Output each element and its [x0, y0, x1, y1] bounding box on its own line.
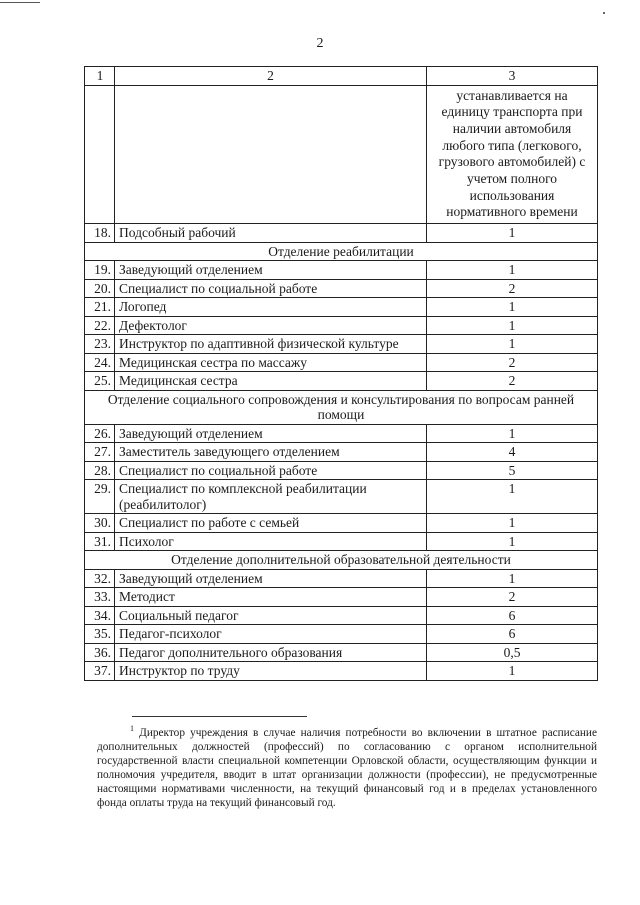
position-name: Инструктор по труду	[115, 662, 427, 681]
position-name: Специалист по работе с семьей	[115, 514, 427, 533]
column-header-3: 3	[427, 67, 598, 86]
section-title: Отделение социального сопровождения и консультирования по вопросам ранней помощи	[85, 390, 598, 424]
table-row	[85, 514, 598, 533]
column-header-row	[85, 67, 598, 86]
table-row	[85, 298, 598, 317]
row-number: 28.	[85, 461, 115, 480]
row-number: 25.	[85, 372, 115, 391]
row-number: 27.	[85, 443, 115, 462]
table-row	[85, 424, 598, 443]
staff-quantity: 5	[427, 461, 598, 480]
footnote-text: Директор учреждения в случае наличия потребности во включении в штатное расписание дополнительных должностей (профессий) по согласованию с органом исполнительной государственной власти специальной компетенции Орловской области, осуществляющим функции и полномочия учредителя, вводит в штат организации должности (профессии), не предусмотренные настоящими нормативами численности, на текущий финансовый год и в пределах установленного фонда оплаты труда на текущий финансовый год.	[97, 727, 597, 809]
row-number: 19.	[85, 261, 115, 280]
staff-quantity: 4	[427, 443, 598, 462]
continuation-row	[85, 85, 598, 224]
row-number: 35.	[85, 625, 115, 644]
row-number: 30.	[85, 514, 115, 533]
table-row	[85, 261, 598, 280]
staff-quantity: 2	[427, 353, 598, 372]
table-row	[85, 588, 598, 607]
position-name: Педагог дополнительного образования	[115, 643, 427, 662]
footnote-separator	[132, 716, 307, 717]
continuation-num-cell	[85, 85, 115, 224]
row-number: 34.	[85, 606, 115, 625]
row-number: 32.	[85, 569, 115, 588]
staff-quantity: 2	[427, 279, 598, 298]
staff-quantity: 6	[427, 606, 598, 625]
row-number: 37.	[85, 662, 115, 681]
table-row	[85, 532, 598, 551]
position-name: Педагог-психолог	[115, 625, 427, 644]
position-name: Подсобный рабочий	[115, 224, 427, 243]
table-row	[85, 279, 598, 298]
section-title: Отделение реабилитации	[85, 242, 598, 261]
staff-quantity: 1	[427, 335, 598, 354]
staff-quantity: 1	[427, 316, 598, 335]
staff-quantity: 0,5	[427, 643, 598, 662]
row-number: 24.	[85, 353, 115, 372]
position-name: Специалист по социальной работе	[115, 279, 427, 298]
row-number: 29.	[85, 480, 115, 514]
position-name: Методист	[115, 588, 427, 607]
staff-quantity: 1	[427, 532, 598, 551]
row-number: 26.	[85, 424, 115, 443]
staff-quantity: 2	[427, 588, 598, 607]
section-header-row	[85, 242, 598, 261]
staff-quantity: 6	[427, 625, 598, 644]
staff-quantity: 1	[427, 480, 598, 514]
table-row	[85, 461, 598, 480]
staffing-table	[84, 66, 598, 681]
position-name: Заведующий отделением	[115, 261, 427, 280]
row-number: 31.	[85, 532, 115, 551]
row-number: 18.	[85, 224, 115, 243]
position-name: Специалист по комплексной реабилитации (реабилитолог)	[115, 480, 427, 514]
table-row	[85, 224, 598, 243]
table-row	[85, 372, 598, 391]
table-row	[85, 335, 598, 354]
table-row	[85, 353, 598, 372]
position-name: Медицинская сестра	[115, 372, 427, 391]
footnote-marker: 1	[130, 724, 134, 734]
section-header-row	[85, 390, 598, 424]
table-row	[85, 480, 598, 514]
position-name: Медицинская сестра по массажу	[115, 353, 427, 372]
staff-quantity: 1	[427, 514, 598, 533]
staff-quantity: 1	[427, 298, 598, 317]
staff-quantity: 1	[427, 424, 598, 443]
position-name: Дефектолог	[115, 316, 427, 335]
column-header-2: 2	[115, 67, 427, 86]
table-row	[85, 625, 598, 644]
footnote	[97, 726, 597, 810]
staff-quantity: 1	[427, 662, 598, 681]
table-row	[85, 643, 598, 662]
table-row	[85, 606, 598, 625]
staff-quantity: 2	[427, 372, 598, 391]
continuation-text: устанавливается на единицу транспорта при наличии автомобиля любого типа (легкового, грузового автомобилей) с учетом полного использования нормативного времени	[427, 85, 598, 224]
table-row	[85, 569, 598, 588]
staff-quantity: 1	[427, 261, 598, 280]
position-name: Заместитель заведующего отделением	[115, 443, 427, 462]
row-number: 23.	[85, 335, 115, 354]
row-number: 20.	[85, 279, 115, 298]
corner-scan-mark	[0, 2, 40, 3]
position-name: Логопед	[115, 298, 427, 317]
table-row	[85, 316, 598, 335]
row-number: 22.	[85, 316, 115, 335]
continuation-name-cell	[115, 85, 427, 224]
position-name: Специалист по социальной работе	[115, 461, 427, 480]
position-name: Психолог	[115, 532, 427, 551]
column-header-1: 1	[85, 67, 115, 86]
staff-quantity: 1	[427, 224, 598, 243]
position-name: Социальный педагог	[115, 606, 427, 625]
staffing-table-body	[85, 67, 598, 681]
staff-quantity: 1	[427, 569, 598, 588]
row-number: 33.	[85, 588, 115, 607]
table-row	[85, 662, 598, 681]
row-number: 36.	[85, 643, 115, 662]
position-name: Инструктор по адаптивной физической культуре	[115, 335, 427, 354]
position-name: Заведующий отделением	[115, 424, 427, 443]
section-title: Отделение дополнительной образовательной деятельности	[85, 551, 598, 570]
table-row	[85, 443, 598, 462]
row-number: 21.	[85, 298, 115, 317]
scan-dot-mark	[603, 12, 605, 14]
position-name: Заведующий отделением	[115, 569, 427, 588]
section-header-row	[85, 551, 598, 570]
page-number: 2	[316, 36, 324, 51]
